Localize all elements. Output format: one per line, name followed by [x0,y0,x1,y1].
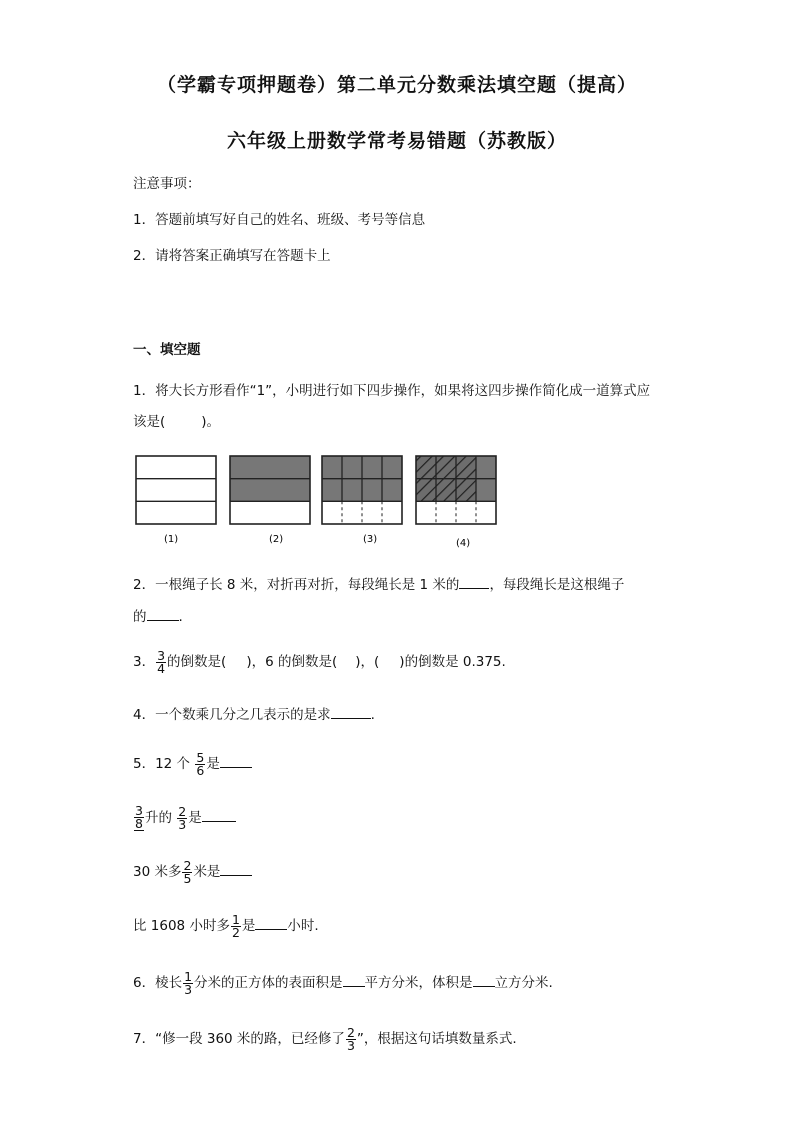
q2-line-1 [133,574,624,595]
q2-text-b: ，每段绳长是这根绳子 [489,577,625,593]
q5a-fraction: $\frac{5}{6}$ [196,749,205,778]
notes-item-1: 1．答题前填写好自己的姓名、班级、考号等信息 [133,212,426,228]
q5c-prefix: 30 米多 [133,864,182,880]
q5-line-a [133,750,252,778]
notes-item-2: 2．请将答案正确填写在答题卡上 [133,248,331,264]
figure-label-2: (2) [269,534,284,545]
q3-line [133,648,506,676]
notes-heading: 注意事项： [133,176,201,192]
q6-blank-2[interactable] [473,972,495,987]
q5b-fraction-2: $\frac{2}{3}$ [178,803,187,832]
figure-label-3: (3) [363,534,378,545]
q5d-prefix: 比 1608 小时多 [133,918,230,934]
q7-line [133,1025,517,1053]
q5d-fraction: $\frac{1}{2}$ [231,911,240,940]
title-line-1: （学霸专项押题卷）第二单元分数乘法填空题（提高） [156,74,637,96]
q6-fraction: $\frac{1}{3}$ [184,968,193,997]
q7-suffix: ”，根据这句话填数量系式. [356,1031,517,1047]
q2-blank-1[interactable] [459,574,489,589]
q3-text-3: )，( [355,654,380,670]
q5b-blank[interactable] [202,807,236,822]
q1-line-2 [133,412,220,432]
figure-1-rect [136,456,216,524]
q4-blank[interactable] [331,704,371,719]
q5b-text: 升的 [144,810,172,826]
q3-text-2: )，6 的倒数是( [246,654,338,670]
q5c-fraction: $\frac{2}{5}$ [183,857,192,886]
q5a-blank[interactable] [220,753,252,768]
q2-text-d: . [178,609,183,625]
q6-text-1: 分米的正方体的表面积是 [194,975,343,991]
q5-line-b [133,804,236,832]
q6-line [133,969,553,997]
q5c-suffix: 米是 [193,864,221,880]
q5b-fraction-1: $\frac{3}{8}$ [135,803,143,831]
q6-text-3: 立方分米. [494,975,553,991]
q3-fraction: $\frac{3}{4}$ [157,647,166,676]
q1-text-b: )。 [201,414,221,430]
q5-line-d [133,912,319,940]
q4-text-a: 4．一个数乘几分之几表示的是求 [133,707,331,723]
q1-line-1: 1．将大长方形看作“1”，小明进行如下四步操作，如果将这四步操作简化成一道算式应 [133,383,651,399]
section-heading: 一、填空题 [133,342,201,358]
q5d-suffix-a: 是 [241,918,256,934]
q2-blank-2[interactable] [147,606,179,621]
q4-text-b: . [370,707,375,723]
q5a-suffix: 是 [206,756,220,772]
q1-figure [130,452,510,552]
q5d-blank[interactable] [255,915,287,930]
q5d-suffix-b: 小时. [287,918,319,934]
q3-prefix: 3． [133,654,156,670]
q3-text-1: 的倒数是( [167,654,227,670]
q6-prefix: 6．棱长 [133,975,183,991]
q2-line-2 [133,606,183,627]
q7-prefix: 7．“修一段 360 米的路，已经修了 [133,1031,345,1047]
q5a-prefix: 5．12 个 [133,756,191,772]
figure-label-4: (4) [456,538,471,549]
q7-fraction: $\frac{2}{3}$ [346,1024,355,1053]
figure-4-rect [416,456,496,524]
q6-text-2: 平方分米，体积是 [364,975,473,991]
figure-label-1: (1) [164,534,179,545]
title-line-2: 六年级上册数学常考易错题（苏教版） [226,130,567,152]
q5-line-c [133,858,252,886]
q2-text-a: 2．一根绳子长 8 米，对折再对折，每段绳长是 1 米的 [133,577,460,593]
q5c-blank[interactable] [220,861,252,876]
figure-2-rect [230,456,310,524]
q3-text-4: )的倒数是 0.375. [399,654,506,670]
q5b-suffix: 是 [188,810,202,826]
q2-text-c: 的 [133,609,147,625]
q1-text-a: 该是( [133,414,166,430]
q6-blank-1[interactable] [343,972,365,987]
q4-line [133,704,375,725]
figure-3-rect [322,456,402,524]
